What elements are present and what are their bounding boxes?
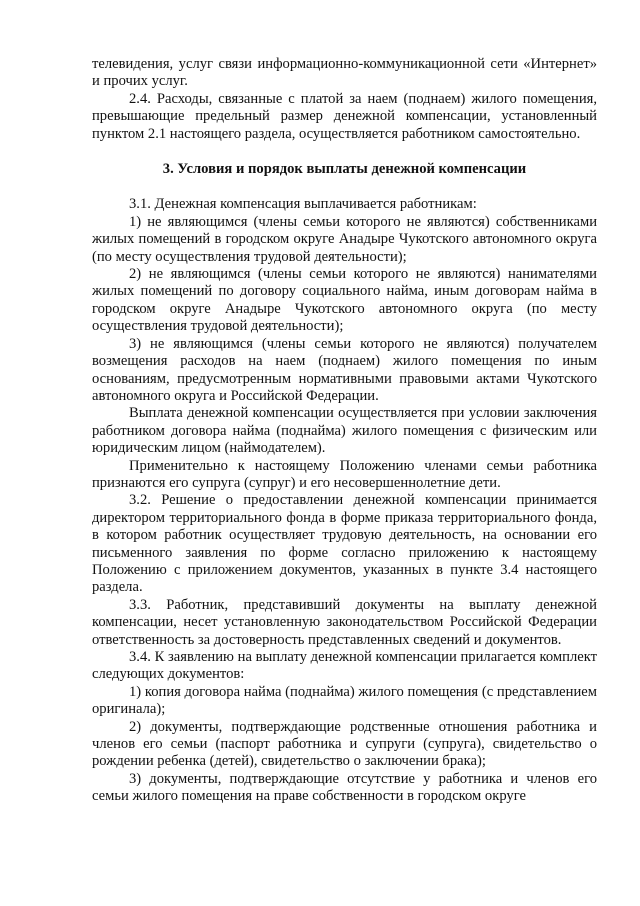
paragraph-3-3: 3.3. Работник, представивший документы на выплату денежной компенсации, несет установленную законодательством Российской Федерации ответственность за достоверность представленных сведений и документов. [92,596,597,648]
list-item-3-4-2: 2) документы, подтверждающие родственные отношения работника и членов его семьи (паспорт работника и супруги (супруга), свидетельство о рождении ребенка (детей), свидетельство о заключении брака); [92,718,597,770]
paragraph-payment-condition: Выплата денежной компенсации осуществляется при условии заключения работником договора найма (поднайма) жилого помещения с физическим или юридическим лицом (наймодателем). [92,405,597,457]
paragraph-continuation: телевидения, услуг связи информационно-коммуникационной сети «Интернет» и прочих услуг. [92,56,597,90]
list-item-3-1-1: 1) не являющимся (члены семьи которого не являются) собственниками жилых помещений в городском округе Анадыре Чукотского автономного округа (по месту осуществления трудовой деятельности); [92,213,597,265]
paragraph-family-members: Применительно к настоящему Положению членами семьи работника признаются его супруга (супруг) и его несовершеннолетние дети. [92,457,597,491]
list-item-3-4-1: 1) копия договора найма (поднайма) жилого помещения (с представлением оригинала); [92,683,597,718]
paragraph-3-1: 3.1. Денежная компенсация выплачивается работникам: [129,196,477,213]
list-item-3-1-2: 2) не являющимся (члены семьи которого не являются) нанимателями жилых помещений по договору социального найма, иным договорам найма в городском округе Анадыре Чукотского автономного округа (по месту осуществления трудовой деятельности); [92,266,597,335]
list-item-3-1-3: 3) не являющимся (члены семьи которого не являются) получателем возмещения расходов на наем (поднаем) жилого помещения по иным основаниям, предусмотренным нормативными правовыми актами Чукотского автономного округа и Российской Федерации. [92,335,597,404]
section-heading: 3. Условия и порядок выплаты денежной компенсации [162,161,527,178]
paragraph-3-4: 3.4. К заявлению на выплату денежной компенсации прилагается комплект следующих документов: [92,649,597,683]
list-item-3-4-3: 3) документы, подтверждающие отсутствие у работника и членов его семьи жилого помещения на праве собственности в городском округе [92,770,597,805]
paragraph-2-4: 2.4. Расходы, связанные с платой за наем (поднаем) жилого помещения, превышающие предельный размер денежной компенсации, установленный пунктом 2.1 настоящего раздела, осуществляется работником самостоятельно. [92,90,597,142]
paragraph-3-2: 3.2. Решение о предоставлении денежной компенсации принимается директором территориального фонда в форме приказа территориального фонда, в котором работник осуществляет трудовую деятельность, на основании его письменного заявления по форме согласно приложению к настоящему Положению с приложением документов, указанных в пункте 3.4 настоящего раздела. [92,492,597,596]
document-page [92,56,597,806]
